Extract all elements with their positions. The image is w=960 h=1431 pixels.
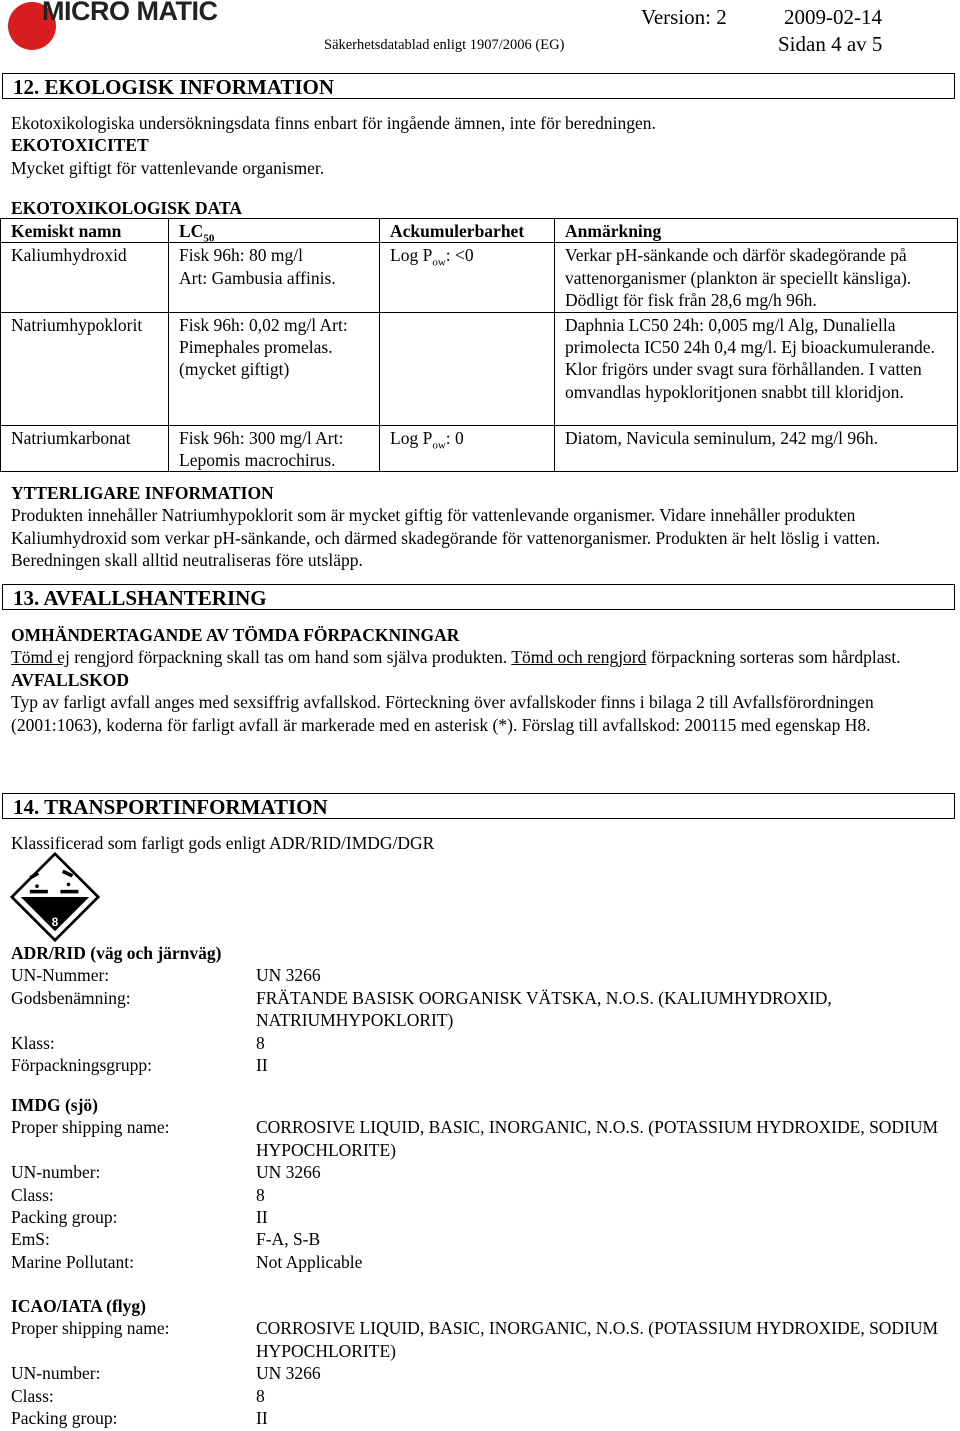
company-logo xyxy=(6,0,236,58)
list-item xyxy=(11,987,951,1032)
empty-packaging-heading: OMHÄNDERTAGANDE AV TÖMDA FÖRPACKNINGAR xyxy=(11,625,460,645)
cell-lc50 xyxy=(169,243,380,312)
empty-packaging-text-1: rengjord förpackning skall tas om hand som själva produkten. xyxy=(69,647,512,668)
kv-key: EmS: xyxy=(11,1229,50,1250)
transport-intro: Klassificerad som farligt gods enligt ADR/RID/IMDG/DGR xyxy=(11,833,435,853)
cell-ack-pre: Log P xyxy=(390,245,433,266)
kv-key: UN-Nummer: xyxy=(11,965,110,986)
cell-ackumulerbarhet xyxy=(380,243,555,312)
kv-key: Proper shipping name: xyxy=(11,1117,170,1138)
corrosive-hazard-diamond-icon xyxy=(10,852,100,942)
cell-lc50-line: Fisk 96h: 0,02 mg/l Art: xyxy=(179,314,348,335)
ekotoxicitet-heading: EKOTOXICITET xyxy=(11,135,149,156)
kv-value: FRÄTANDE BASISK OORGANISK VÄTSKA, N.O.S. (KALIUMHYDROXID, NATRIUMHYPOKLORIT) xyxy=(256,987,832,1031)
section-13-header xyxy=(2,584,955,610)
kv-key: UN-number: xyxy=(11,1363,101,1384)
cell-lc50 xyxy=(169,425,380,472)
list-item xyxy=(11,1228,951,1250)
section-14-header xyxy=(2,793,955,819)
empty-and-clean-term: Tömd och rengjord xyxy=(511,647,647,668)
kv-key: Class: xyxy=(11,1385,54,1406)
header-version: Version: 2 xyxy=(641,5,727,29)
header-date: 2009-02-14 xyxy=(784,5,882,29)
logo-text: MICRO MATIC xyxy=(42,0,218,26)
col-header-lc-sub: 50 xyxy=(203,232,215,245)
cell-lc50-line: Pimephales promelas. xyxy=(179,337,333,358)
imdg-heading: IMDG (sjö) xyxy=(11,1095,98,1115)
eco-data-heading: EKOTOXIKOLOGISK DATA xyxy=(11,198,242,218)
kv-value: 8 xyxy=(256,1385,265,1406)
kv-value: UN 3266 xyxy=(256,1363,321,1384)
empty-not-clean-term: Tömd ej xyxy=(11,647,70,668)
eco-data-table xyxy=(0,218,958,472)
col-header-ackumulerbarhet: Ackumulerbarhet xyxy=(380,219,555,243)
cell-anmarkning: Verkar pH-sänkande och därför skadegörande på vattenorganismer (plankton är speciellt känsliga). Dödligt för fisk från 28,6 mg/h 96h. xyxy=(555,243,958,312)
list-item xyxy=(11,1251,951,1273)
cell-lc50-line: Fisk 96h: 300 mg/l Art: xyxy=(179,427,344,448)
ekotoxicitet-text: Mycket giftigt för vattenlevande organismer. xyxy=(11,157,325,178)
kv-key: UN-number: xyxy=(11,1162,101,1183)
further-info-block xyxy=(11,482,951,572)
section-12-title: 12. EKOLOGISK INFORMATION xyxy=(13,75,335,99)
eco-intro: Ekotoxikologiska undersökningsdata finns enbart för ingående ämnen, inte för beredningen. xyxy=(11,113,656,133)
waste-code-heading: AVFALLSKOD xyxy=(11,669,129,690)
empty-packaging-text xyxy=(11,646,951,668)
kv-key: Packing group: xyxy=(11,1207,118,1228)
cell-ack-sub: ow xyxy=(432,439,446,452)
cell-lc50-line: (mycket giftigt) xyxy=(179,359,290,380)
section-13-block xyxy=(11,624,951,736)
section-12-header xyxy=(2,73,955,99)
list-item xyxy=(11,1032,951,1054)
list-item xyxy=(11,1317,951,1362)
cell-ack-post: : <0 xyxy=(445,245,474,266)
kv-value: UN 3266 xyxy=(256,1162,321,1183)
cell-name: Natriumkarbonat xyxy=(1,425,169,472)
hazard-class-number: 8 xyxy=(51,915,59,929)
header-subtitle: Säkerhetsdatablad enligt 1907/2006 (EG) xyxy=(324,37,565,53)
header-page-number: Sidan 4 av 5 xyxy=(778,32,883,56)
kv-key: Klass: xyxy=(11,1032,55,1053)
cell-ack-sub: ow xyxy=(432,256,446,269)
kv-value: F-A, S-B xyxy=(256,1229,321,1250)
waste-code-text: Typ av farligt avfall anges med sexsiffrig avfallskod. Förteckning över avfallskoder finns i bilaga 2 till Avfallsförordningen (2001:1063), koderna för farligt avfall är markerade med en asterisk (*). Förslag till avfallskod: 200115 med egenskap H8. xyxy=(11,692,874,735)
cell-ack-post: : 0 xyxy=(445,427,464,448)
kv-key: Class: xyxy=(11,1184,54,1205)
empty-packaging-text-2: förpackning sorteras som hårdplast. xyxy=(646,647,901,668)
section-13-title: 13. AVFALLSHANTERING xyxy=(13,586,267,610)
cell-ackumulerbarhet xyxy=(380,312,555,425)
kv-value: II xyxy=(256,1408,268,1429)
list-item xyxy=(11,1116,951,1161)
cell-name: Natriumhypoklorit xyxy=(1,312,169,425)
kv-key: Proper shipping name: xyxy=(11,1318,170,1339)
imdg-block xyxy=(11,1094,951,1273)
kv-key: Godsbenämning: xyxy=(11,987,131,1008)
table-row xyxy=(1,425,958,472)
cell-lc50 xyxy=(169,312,380,425)
kv-value: Not Applicable xyxy=(256,1251,363,1272)
kv-value: UN 3266 xyxy=(256,965,321,986)
cell-ack-pre: Log P xyxy=(390,427,433,448)
cell-ackumulerbarhet xyxy=(380,425,555,472)
kv-value: II xyxy=(256,1055,268,1076)
table-row xyxy=(1,312,958,425)
list-item xyxy=(11,1206,951,1228)
table-row xyxy=(1,243,958,312)
list-item xyxy=(11,1385,951,1407)
cell-lc50-line: Fisk 96h: 80 mg/l xyxy=(179,245,303,266)
table-header-row xyxy=(1,219,958,243)
list-item xyxy=(11,1161,951,1183)
cell-lc50-line: Lepomis macrochirus. xyxy=(179,450,336,471)
kv-value: 8 xyxy=(256,1032,265,1053)
kv-key: Förpackningsgrupp: xyxy=(11,1055,152,1076)
adr-block xyxy=(11,942,951,1076)
col-header-lc-text: LC xyxy=(179,221,204,241)
list-item xyxy=(11,964,951,986)
kv-key: Packing group: xyxy=(11,1408,118,1429)
kv-value: II xyxy=(256,1207,268,1228)
kv-value: CORROSIVE LIQUID, BASIC, INORGANIC, N.O.S. (POTASSIUM HYDROXIDE, SODIUM HYPOCHLORITE) xyxy=(256,1117,939,1160)
kv-value: 8 xyxy=(256,1184,265,1205)
adr-heading: ADR/RID (väg och järnväg) xyxy=(11,943,222,963)
icao-heading: ICAO/IATA (flyg) xyxy=(11,1296,146,1316)
cell-lc50-line: Art: Gambusia affinis. xyxy=(179,267,336,288)
col-header-lc50 xyxy=(169,219,380,243)
cell-anmarkning: Daphnia LC50 24h: 0,005 mg/l Alg, Dunaliella primolecta IC50 24h 0,4 mg/l. Ej bioackumulerande. Klor frigörs under svagt sura förhållanden. I vatten omvandlas hypokloritjonen snabbt till kloridjon. xyxy=(555,312,958,425)
col-header-anmarkning: Anmärkning xyxy=(555,219,958,243)
cell-name: Kaliumhydroxid xyxy=(1,243,169,312)
cell-anmarkning: Diatom, Navicula seminulum, 242 mg/l 96h. xyxy=(555,425,958,472)
further-info-text: Produkten innehåller Natriumhypoklorit som är mycket giftig för vattenlevande organismer. Vidare innehåller produkten Kaliumhydroxid som verkar pH-sänkande, och därmed skadegörande för vattenorganismer. Produkten är helt löslig i vatten. Beredningen skall alltid neutraliseras före utsläpp. xyxy=(11,505,881,571)
list-item xyxy=(11,1054,951,1076)
list-item xyxy=(11,1184,951,1206)
list-item xyxy=(11,1362,951,1384)
icao-block xyxy=(11,1295,951,1429)
section-12-intro-block xyxy=(11,112,951,179)
list-item xyxy=(11,1407,951,1429)
col-header-name: Kemiskt namn xyxy=(1,219,169,243)
kv-key: Marine Pollutant: xyxy=(11,1251,134,1272)
further-info-heading: YTTERLIGARE INFORMATION xyxy=(11,483,274,503)
kv-value: CORROSIVE LIQUID, BASIC, INORGANIC, N.O.S. (POTASSIUM HYDROXIDE, SODIUM HYPOCHLORITE) xyxy=(256,1318,939,1361)
section-14-title: 14. TRANSPORTINFORMATION xyxy=(13,795,328,819)
